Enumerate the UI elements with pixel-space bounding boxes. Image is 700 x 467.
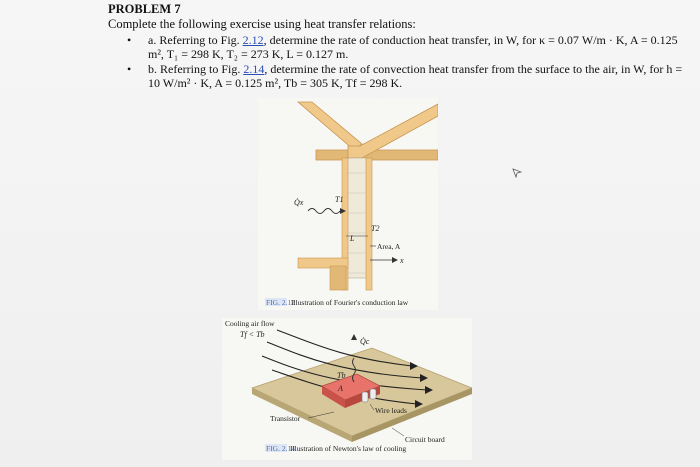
label-a: A (338, 384, 343, 393)
mouse-cursor-icon (512, 168, 522, 178)
label-x: x (400, 256, 404, 265)
problem-heading: PROBLEM 7 (108, 2, 181, 16)
figure-newton (222, 318, 472, 460)
problem-intro: Complete the following exercise using heat transfer relations: (108, 17, 416, 31)
label-t2: T2 (371, 224, 380, 233)
roof-beam (316, 150, 438, 160)
label-tf-tb: Tf < Tb (240, 330, 265, 339)
wall-cavity (346, 158, 368, 278)
bullet-icon: • (127, 62, 132, 76)
fig-2-14-tag: FIG. 2.14 (266, 444, 295, 453)
label-transistor: Transistor (270, 414, 301, 423)
label-circuit-board: Circuit board (405, 435, 445, 444)
problem-text (108, 2, 688, 90)
bullet-icon: • (127, 33, 132, 47)
label-wire-leads: Wire leads (375, 406, 407, 415)
problem-items (108, 33, 688, 90)
fig-2-12-tag: FIG. 2.12 (266, 298, 295, 307)
fig-2-14-caption: Illustration of Newton's law of cooling (290, 444, 407, 453)
newton-diagram (222, 318, 472, 460)
fig-2-14-link[interactable]: 2.14 (243, 62, 265, 76)
floor-block (330, 266, 346, 290)
item-a-pre: a. Referring to Fig. (148, 33, 243, 47)
problem-item-b (108, 62, 688, 90)
convection-arrow-icon (351, 334, 357, 340)
label-area: Area, A (377, 242, 401, 251)
fig-2-12-caption: Illustration of Fourier's conduction law (291, 298, 409, 307)
label-qx: Q̇x (294, 198, 304, 207)
fig-2-12-link[interactable]: 2.12 (242, 33, 264, 47)
fourier-diagram (258, 98, 438, 310)
board-leader (392, 428, 404, 436)
label-l: L (350, 234, 355, 243)
label-cooling-air: Cooling air flow (225, 319, 275, 328)
figure-fourier (258, 98, 438, 310)
label-tb: Tb (337, 371, 346, 380)
item-b-pre: b. Referring to Fig. (148, 62, 244, 76)
label-qc: Q̇c (360, 337, 370, 346)
label-t1: T1 (335, 195, 344, 204)
problem-item-a (108, 33, 688, 61)
x-axis-arrow-icon (392, 257, 398, 263)
roof-rafter (298, 102, 362, 150)
item-b-post: , determine the rate of convection heat transfer from the surface to the air, in W, for h = 10 W/m² · K, A = 0.125 m², Tb = 305 K, Tf = 298 K. (148, 62, 683, 90)
item-a-post: , determine the rate of conduction heat transfer, in W, for κ = 0.07 W/m · K, A = 0.125 m², T₁ = 298 K, T₂ = 273 K, L = 0.127 m. (148, 33, 678, 61)
heat-flow-wave (308, 209, 340, 214)
